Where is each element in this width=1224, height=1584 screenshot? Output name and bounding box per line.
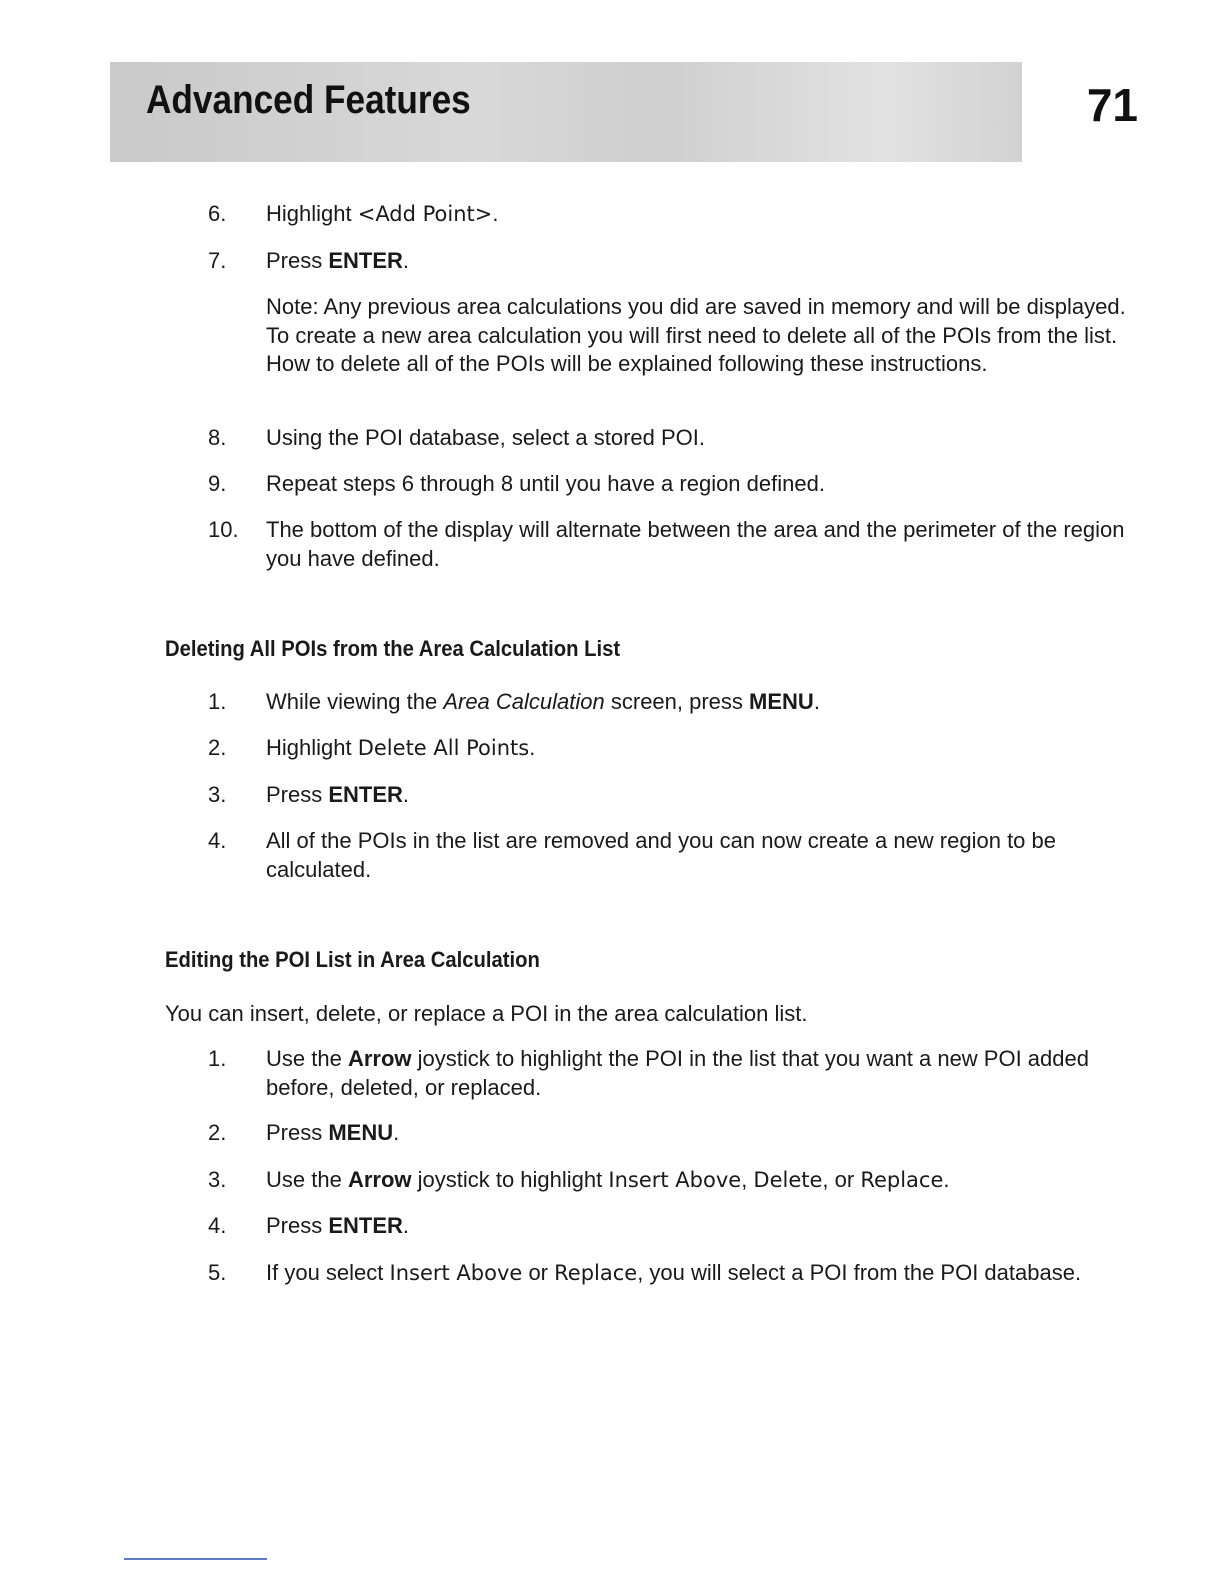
step-number: 7. <box>208 248 227 273</box>
page-number: 71 <box>1086 79 1138 131</box>
key-label: MENU <box>328 1120 394 1145</box>
note-text: Note: Any previous area calculations you did are saved in memory and will be displayed. To create a new area calculation you will first need to delete all of the POIs from the list. How to delete all of the POIs will be explained following these instructions. <box>266 294 1126 376</box>
step-text: Repeat steps 6 through 8 until you have a region defined. <box>266 471 825 496</box>
step-text: All of the POIs in the list are removed and you can now create a new region to be calculated. <box>266 828 1057 882</box>
step-number: 3. <box>208 782 227 807</box>
menu-option: <Add Point> <box>357 202 493 226</box>
step-text: Use the Arrow joystick to highlight the POI in the list that you want a new POI added before, deleted, or replaced. <box>266 1046 1089 1100</box>
step-number: 3. <box>208 1167 227 1192</box>
step-text: The bottom of the display will alternate between the area and the perimeter of the region you have defined. <box>266 517 1125 571</box>
key-label: ENTER <box>328 248 403 273</box>
step-number: 2. <box>208 1120 227 1145</box>
footer-rule <box>124 1558 267 1560</box>
step-number: 9. <box>208 471 227 496</box>
step-number: 4. <box>208 1213 227 1238</box>
step-text: Press ENTER. <box>266 1213 410 1238</box>
menu-option: Delete <box>753 1168 823 1192</box>
key-label: ENTER <box>328 1213 403 1238</box>
menu-option: Insert Above <box>608 1168 742 1192</box>
step-number: 6. <box>208 201 227 226</box>
step-text: Highlight Delete All Points. <box>266 735 536 760</box>
menu-option: Delete All Points <box>357 736 530 760</box>
step-text: If you select Insert Above or Replace, you will select a POI from the POI database. <box>266 1260 1082 1285</box>
section-heading: Editing the POI List in Area Calculation <box>165 947 540 972</box>
menu-option: Replace <box>860 1168 944 1192</box>
page-title: Advanced Features <box>146 78 471 122</box>
step-text: Use the Arrow joystick to highlight Insert Above, Delete, or Replace. <box>266 1167 950 1192</box>
intro-paragraph: You can insert, delete, or replace a POI in the area calculation list. <box>165 1001 808 1026</box>
screen-name: Area Calculation <box>443 689 605 714</box>
section-heading: Deleting All POIs from the Area Calculation List <box>165 636 621 661</box>
step-text: Press ENTER. <box>266 248 410 273</box>
step-number: 1. <box>208 689 227 714</box>
step-text: Press ENTER. <box>266 782 410 807</box>
step-number: 8. <box>208 425 227 450</box>
step-number: 2. <box>208 735 227 760</box>
step-text: Highlight <Add Point>. <box>266 201 499 226</box>
key-label: Arrow <box>347 1046 412 1071</box>
step-number: 5. <box>208 1260 227 1285</box>
key-label: Arrow <box>347 1167 412 1192</box>
menu-option: Replace <box>554 1261 638 1285</box>
step-number: 4. <box>208 828 227 853</box>
key-label: ENTER <box>328 782 403 807</box>
key-label: MENU <box>749 689 814 714</box>
step-number: 10. <box>208 517 239 542</box>
step-text: Using the POI database, select a stored POI. <box>266 425 706 450</box>
step-text: While viewing the Area Calculation screen, press MENU. <box>266 689 820 714</box>
step-number: 1. <box>208 1046 227 1071</box>
step-text: Press MENU. <box>266 1120 400 1145</box>
menu-option: Insert Above <box>389 1261 523 1285</box>
